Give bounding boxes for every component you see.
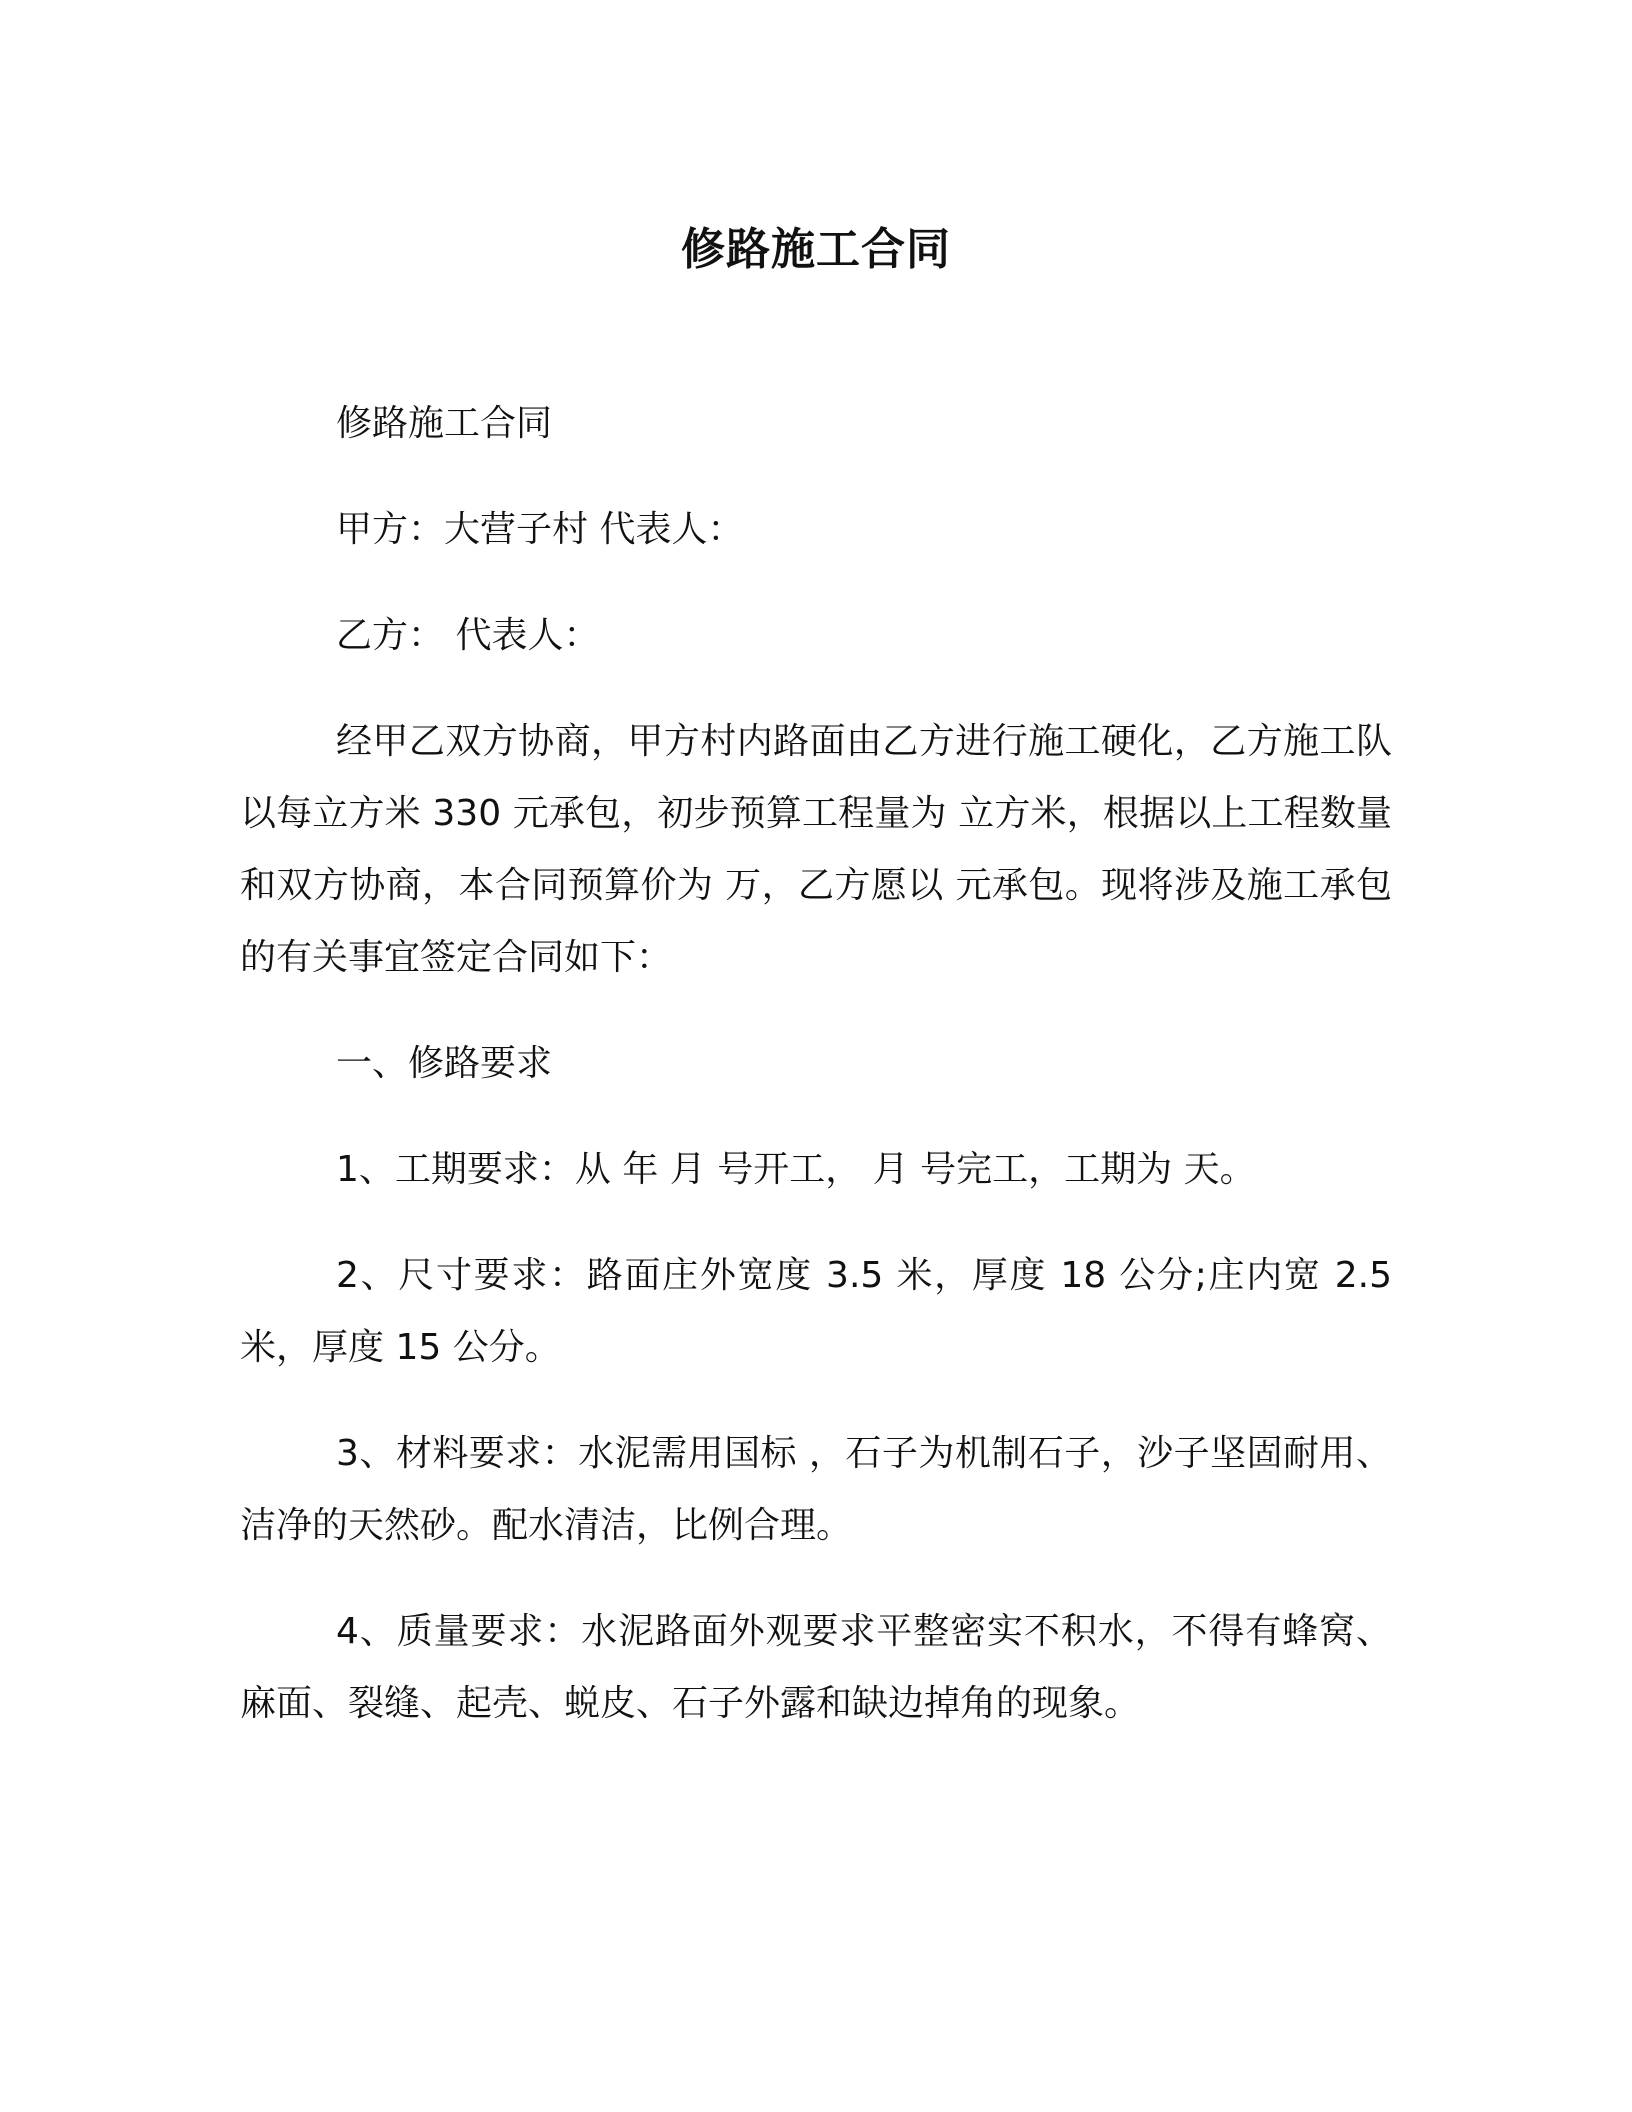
paragraph-preamble: 经甲乙双方协商，甲方村内路面由乙方进行施工硬化，乙方施工队以每立方米 330 元承包，初步预算工程量为 立方米，根据以上工程数量和双方协商，本合同预算价为 万，乙方愿以 元承包。现将涉及施工承包的有关事宜签定合同如下： [240, 721, 1392, 978]
document-title: 修路施工合同 [681, 224, 951, 275]
document-body [240, 388, 1392, 1774]
paragraph-heading: 修路施工合同 [336, 403, 553, 444]
paragraph-party-b: 乙方： 代表人： [336, 615, 600, 656]
section-heading-requirements: 一、修路要求 [336, 1043, 553, 1084]
clause-materials: 3、材料要求：水泥需用国标 ，石子为机制石子，沙子坚固耐用、洁净的天然砂。配水清洁，比例合理。 [240, 1433, 1392, 1546]
clause-quality: 4、质量要求：水泥路面外观要求平整密实不积水，不得有蜂窝、麻面、裂缝、起壳、蜕皮、石子外露和缺边掉角的现象。 [240, 1611, 1392, 1724]
paragraph-party-a: 甲方：大营子村 代表人： [336, 509, 744, 550]
clause-dimensions: 2、尺寸要求：路面庄外宽度 3.5 米，厚度 18 公分;庄内宽 2.5 米，厚度 15 公分。 [240, 1255, 1392, 1368]
clause-schedule: 1、工期要求：从 年 月 号开工， 月 号完工，工期为 天。 [336, 1149, 1256, 1190]
